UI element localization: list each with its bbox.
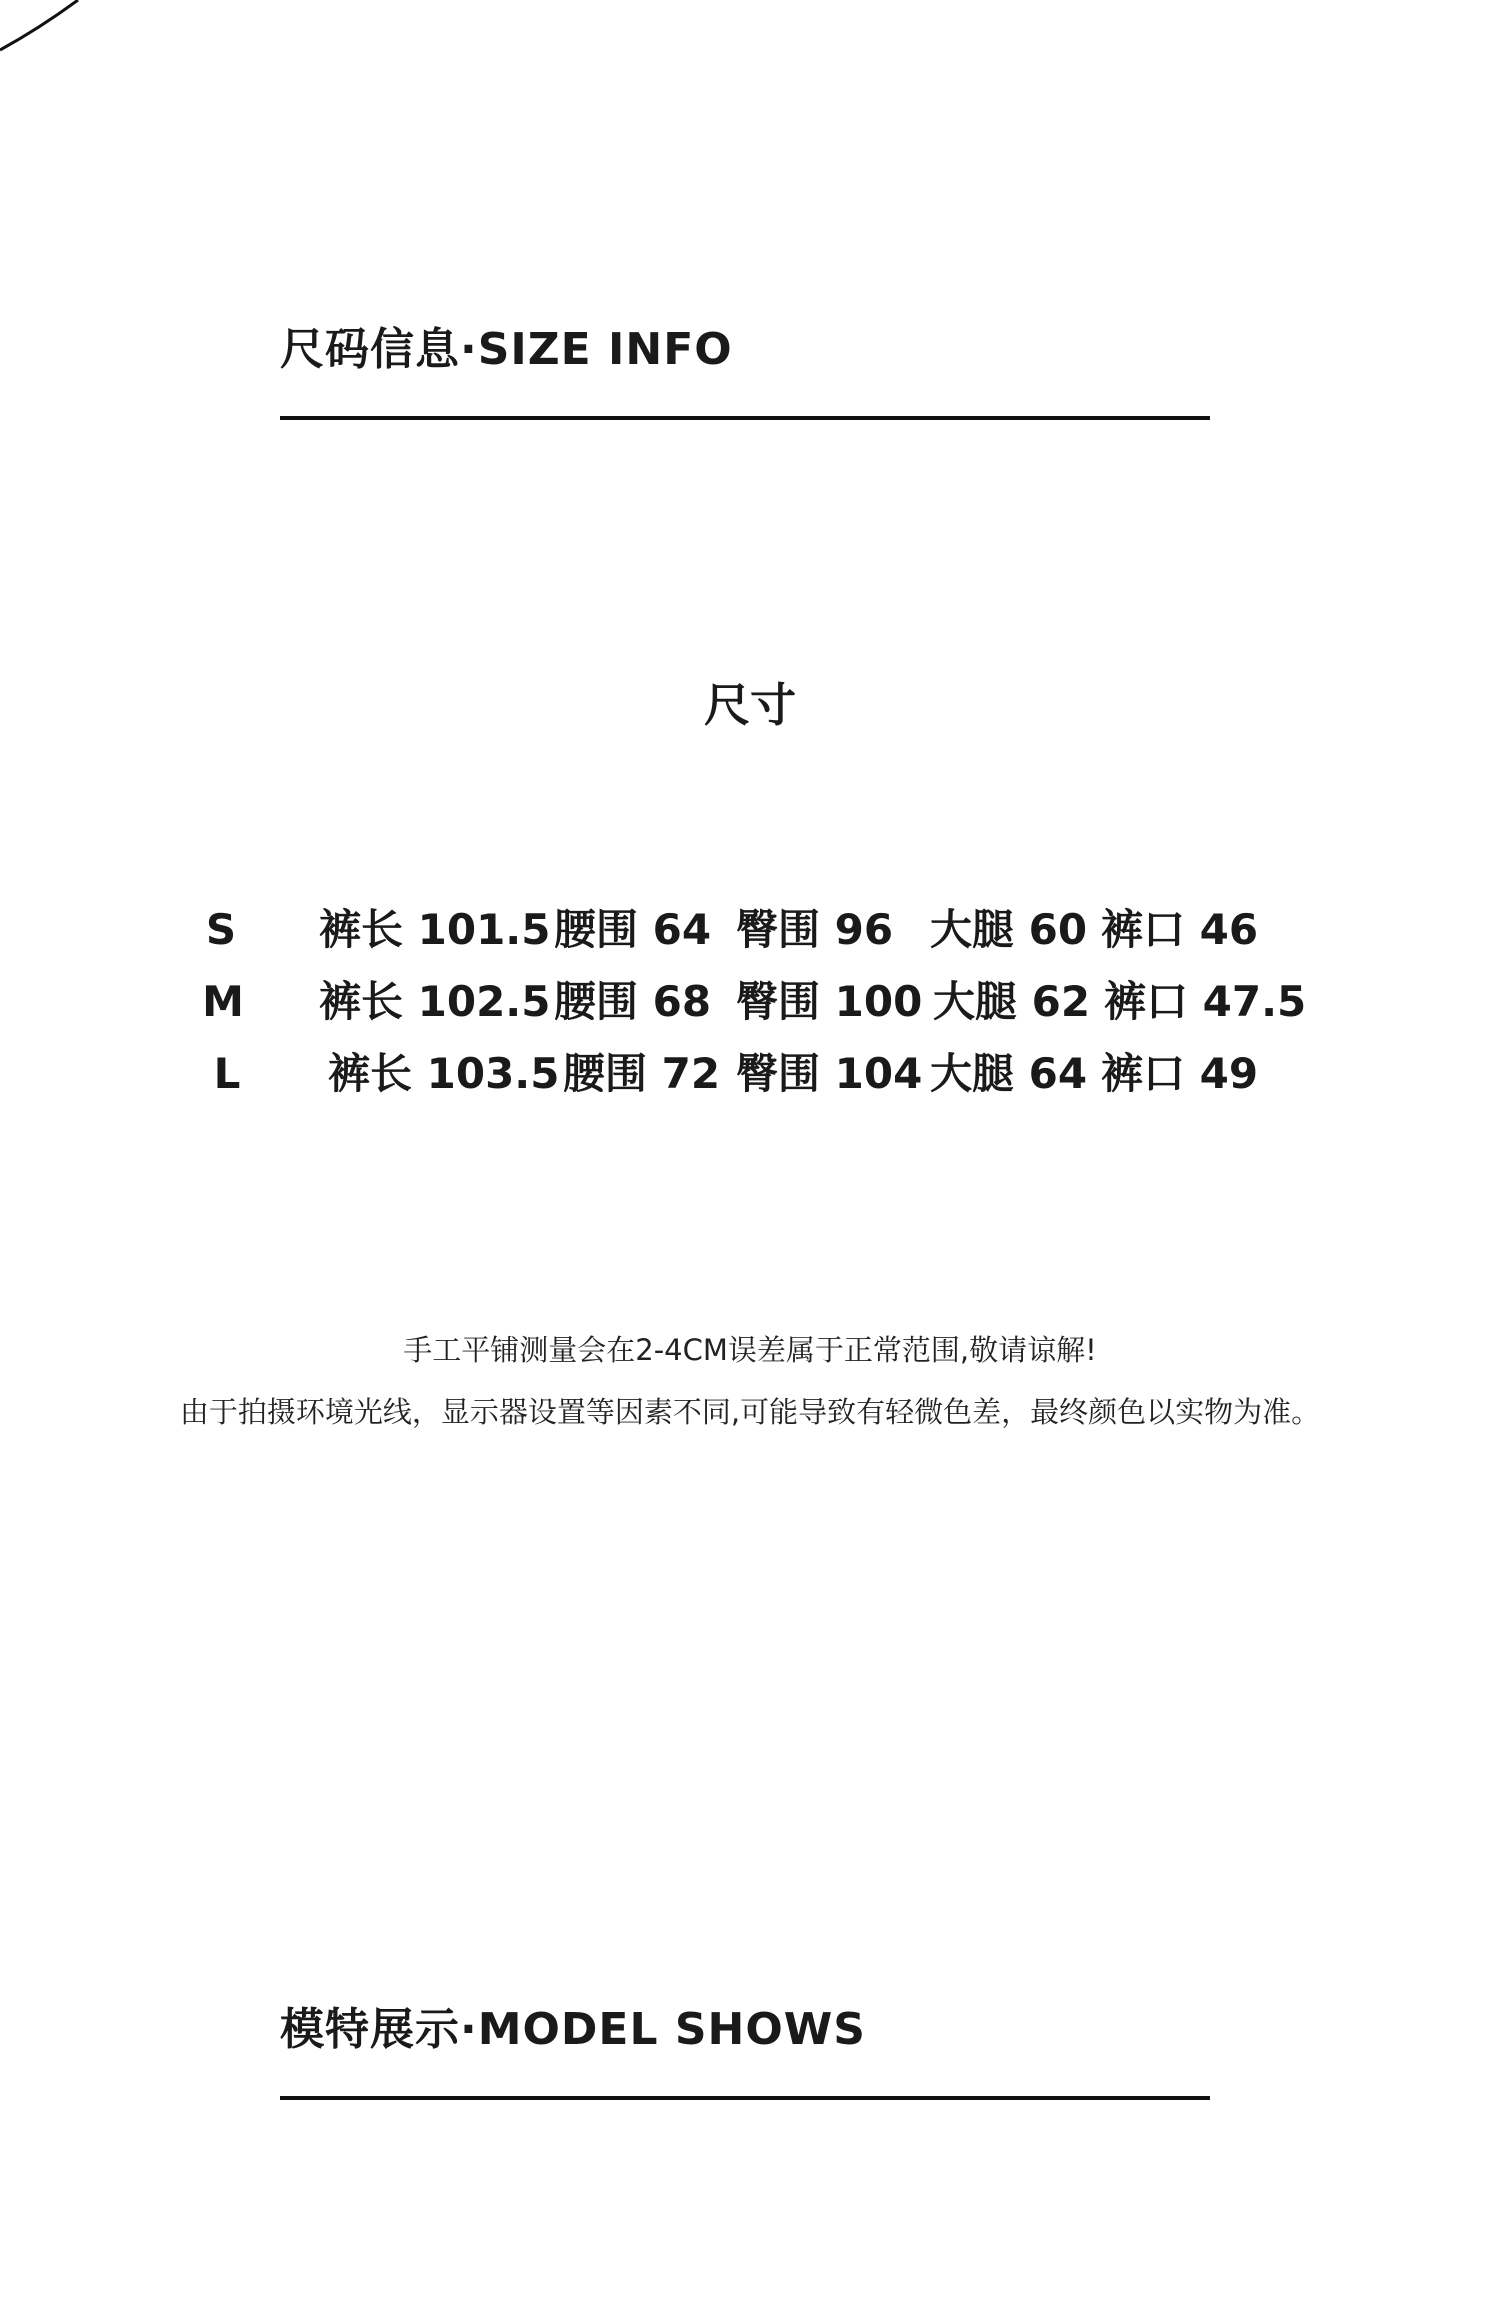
size-table-title: 尺寸 bbox=[704, 678, 796, 732]
size-label: L bbox=[213, 1049, 241, 1098]
size-label: S bbox=[205, 905, 237, 954]
model-shows-divider bbox=[280, 2096, 1210, 2100]
size-row-m bbox=[0, 972, 1500, 1032]
leg-opening-cell: 裤口 49 bbox=[1101, 1049, 1259, 1098]
hip-cell: 臀围 100 bbox=[736, 977, 923, 1026]
thigh-cell: 大腿 62 bbox=[933, 977, 1091, 1026]
corner-decoration-arc bbox=[0, 0, 120, 80]
size-row-s bbox=[0, 900, 1500, 960]
hip-cell: 臀围 96 bbox=[736, 905, 894, 954]
size-info-divider bbox=[280, 416, 1210, 420]
leg-opening-cell: 裤口 47.5 bbox=[1104, 977, 1307, 1026]
waist-cell: 腰围 64 bbox=[554, 905, 712, 954]
thigh-cell: 大腿 60 bbox=[930, 905, 1088, 954]
thigh-cell: 大腿 64 bbox=[930, 1049, 1088, 1098]
size-row-l bbox=[0, 1044, 1500, 1104]
model-shows-heading: 模特展示·MODEL SHOWS bbox=[280, 2004, 866, 2055]
length-cell: 裤长 103.5 bbox=[328, 1049, 560, 1098]
leg-opening-cell: 裤口 46 bbox=[1101, 905, 1259, 954]
length-cell: 裤长 101.5 bbox=[319, 905, 551, 954]
measurement-note: 手工平铺测量会在2-4CM误差属于正常范围,敬请谅解! bbox=[403, 1333, 1097, 1367]
hip-cell: 臀围 104 bbox=[736, 1049, 923, 1098]
waist-cell: 腰围 68 bbox=[554, 977, 712, 1026]
color-difference-note: 由于拍摄环境光线，显示器设置等因素不同,可能导致有轻微色差，最终颜色以实物为准。 bbox=[179, 1395, 1321, 1429]
size-label: M bbox=[202, 977, 244, 1026]
waist-cell: 腰围 72 bbox=[563, 1049, 721, 1098]
length-cell: 裤长 102.5 bbox=[319, 977, 551, 1026]
size-info-heading: 尺码信息·SIZE INFO bbox=[280, 324, 733, 375]
